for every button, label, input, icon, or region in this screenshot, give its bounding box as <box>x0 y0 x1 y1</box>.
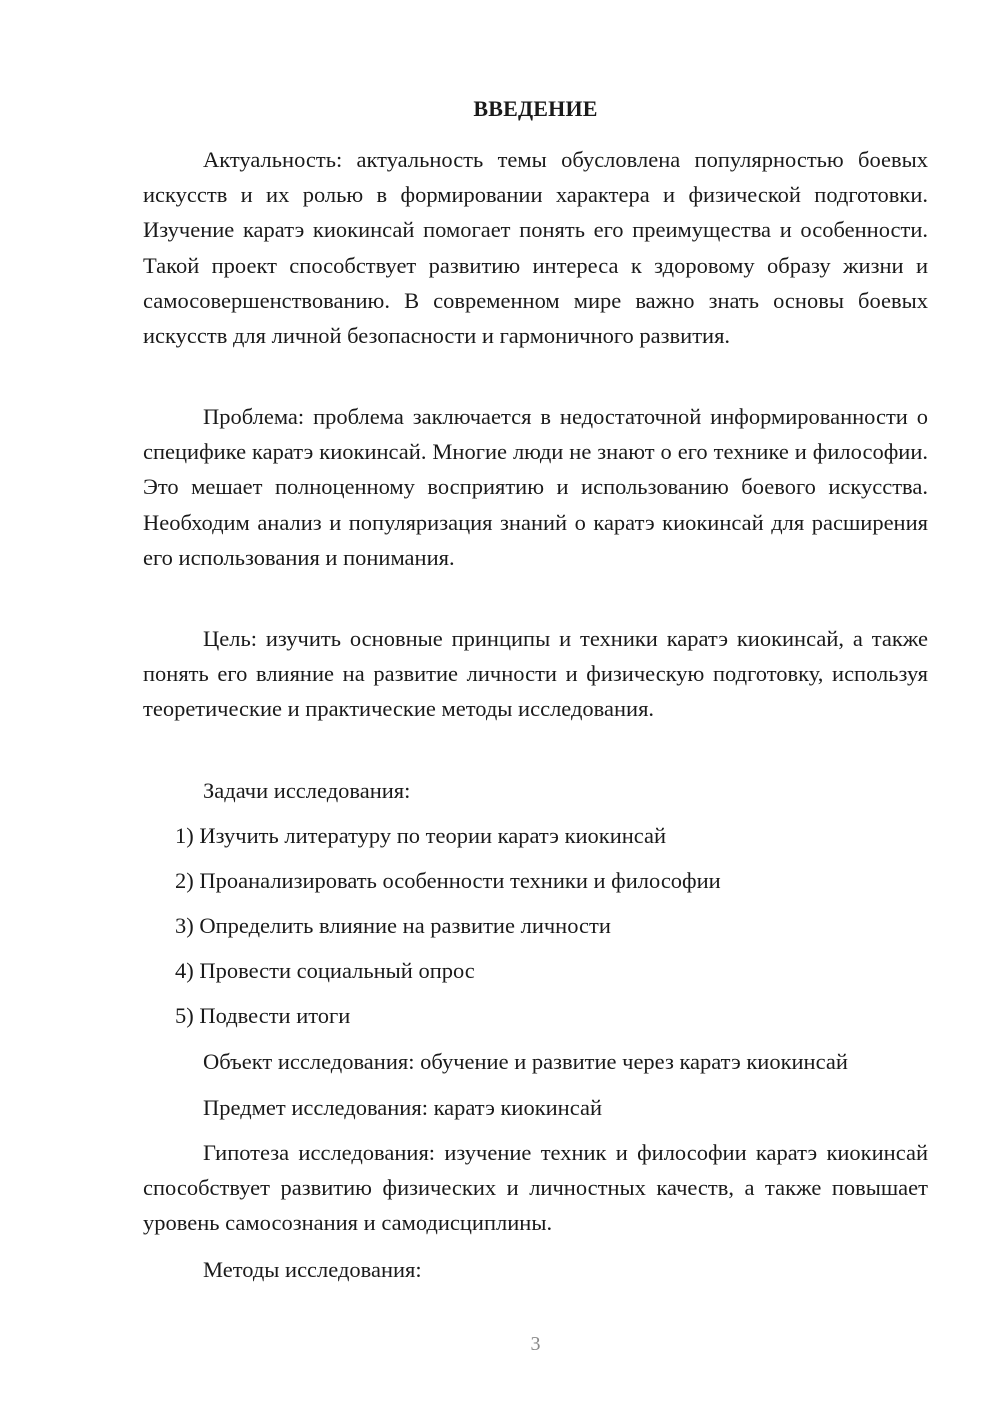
task-item-5: 5) Подвести итоги <box>175 1003 351 1028</box>
tasks-heading: Задачи исследования: <box>203 778 411 803</box>
research-subject: Предмет исследования: каратэ киокинсай <box>203 1095 603 1120</box>
task-item-3: 3) Определить влияние на развитие личности <box>175 913 611 938</box>
research-object: Объект исследования: обучение и развитие через каратэ киокинсай <box>203 1049 848 1074</box>
paragraph-hypothesis: Гипотеза исследования: изучение техник и философии каратэ киокинсай способствует развитию физических и личностных качеств, а также повышает уровень самосознания и самодисциплины. <box>143 1140 928 1236</box>
paragraph-relevance: Актуальность: актуальность темы обусловлена популярностью боевых искусств и их ролью в формировании характера и физической подготовки. Изучение каратэ киокинсай помогает понять его преимущества и особенности. Такой проект способствует развитию интереса к здоровому образу жизни и самосовершенствованию. В современном мире важно знать основы боевых искусств для личной безопасности и гармоничного развития. <box>143 147 928 349</box>
paragraph-goal: Цель: изучить основные принципы и техники каратэ киокинсай, а также понять его влияние на развитие личности и физическую подготовку, используя теоретические и практические методы исследования. <box>143 626 928 722</box>
paragraph-problem: Проблема: проблема заключается в недостаточной информированности о специфике каратэ киокинсай. Многие люди не знают о его технике и философии. Это мешает полноценному восприятию и использованию боевого искусства. Необходим анализ и популяризация знаний о каратэ киокинсай для расширения его использования и понимания. <box>143 404 928 570</box>
methods-heading: Методы исследования: <box>203 1257 422 1282</box>
task-item-1: 1) Изучить литературу по теории каратэ киокинсай <box>175 823 667 848</box>
task-item-4: 4) Провести социальный опрос <box>175 958 475 983</box>
task-item-2: 2) Проанализировать особенности техники и философии <box>175 868 721 893</box>
section-title: ВВЕДЕНИЕ <box>473 96 598 121</box>
page-number: 3 <box>530 1333 541 1355</box>
